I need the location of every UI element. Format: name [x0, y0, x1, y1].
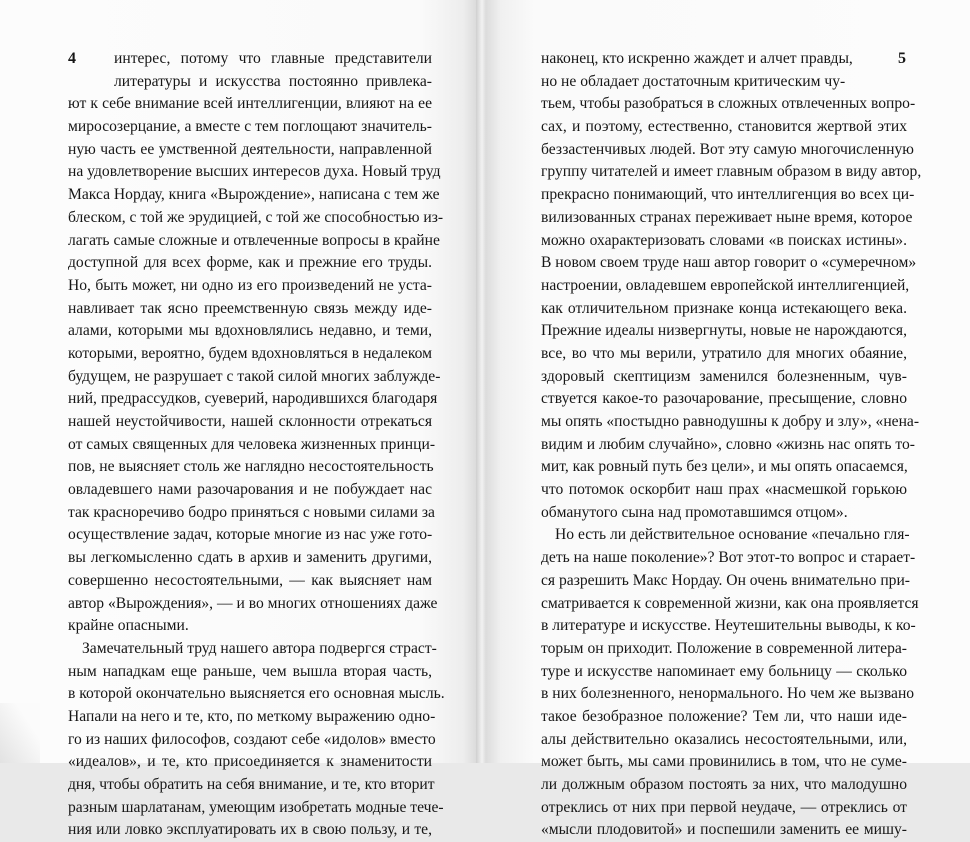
text-line: туре и искусстве напоминает ему больницу — сколько: [541, 662, 907, 680]
text-line: что потомок оскорбит наш прах «насмешкой горькою: [541, 481, 907, 499]
text-line: «идеалов», и те, кто присоединяется к знаменитости: [68, 753, 432, 771]
text-line: мит, как ровный путь без цели», и мы опять опасаемся,: [541, 458, 908, 476]
text-line: Но, быть может, ни одно из его произведений не уста-: [68, 276, 432, 294]
text-line: «мысли плодовитой» и поспешили заменить ее мишу-: [541, 821, 907, 839]
text-line: лагать самые сложные и отвлеченные вопросы в крайне: [68, 231, 440, 249]
text-line: беззастенчивых людей. Вот эту самую многочисленную: [541, 140, 914, 158]
left-page-number: 4: [68, 50, 76, 67]
left-page-text: [68, 48, 445, 842]
text-line: можно охарактеризовать словами «в поисках истины».: [541, 231, 907, 249]
text-line: будущем, не разрушает с такой силой многих заблужде-: [68, 367, 441, 385]
text-line: вилизованных странах переживает ныне время, которое: [541, 208, 913, 226]
right-page: [486, 0, 970, 839]
text-line: вы легкомысленно сдать в архив и заменить другими,: [68, 549, 432, 567]
text-line: ют к себе внимание всей интеллигенции, влияют на ее: [68, 95, 432, 113]
text-line: совершенно несостоятельными, — как выясняет нам: [68, 571, 432, 589]
text-line: в литературе и искусстве. Неутешительны выводы, к ко-: [541, 617, 916, 635]
text-line: на удовлетворение высших интересов духа. Новый труд: [68, 163, 441, 181]
text-line: дня, чтобы обратить на себя внимание, и те, кто вторит: [68, 776, 435, 793]
text-line: может быть, мы сами провинились в том, что не суме-: [541, 753, 907, 771]
text-line: навливает так ясно преемственную связь между иде-: [68, 299, 432, 317]
text-line: алами, которыми мы вдохновлялись недавно, и теми,: [68, 322, 432, 340]
right-page-number: 5: [898, 50, 906, 67]
text-line: осуществление задач, которые многие из нас уже гото-: [68, 526, 433, 544]
text-line: ся разрешить Макс Нордау. Он очень внимательно при-: [541, 571, 911, 589]
text-line: ную часть ее умственной деятельности, направленной: [68, 140, 432, 158]
text-line: литературы и искусства постоянно привлека-: [114, 72, 432, 90]
text-line: деть на наше поколение»? Вот этот-то вопрос и старает-: [541, 549, 916, 567]
text-line: Прежние идеалы низвергнуты, новые не нарождаются,: [541, 322, 907, 340]
text-line: тьем, чтобы разобраться в сложных отвлеченных вопро-: [541, 95, 916, 113]
text-line: как отличительном признаке конца истекающего века.: [541, 299, 907, 317]
text-line: в них болезненного, ненормального. Но чем же вызвано: [541, 685, 915, 703]
left-page: [0, 0, 478, 839]
text-line: ли должным образом постоять за них, что малодушно: [541, 776, 907, 793]
text-line: торым он приходит. Положение в современной литера-: [541, 639, 907, 657]
text-line: доступной для всех форме, как и прежние его труды.: [68, 254, 432, 272]
text-line: разным шарлатанам, умеющим изобретать модные тече-: [68, 798, 444, 816]
text-line: сах, и поэтому, естественно, становится жертвой этих: [541, 118, 907, 136]
text-line: ний, предрассудков, суеверий, народившихся благодаря: [68, 390, 438, 408]
text-line: настроении, овладевшем европейской интеллигенцией,: [541, 276, 910, 294]
text-line: Замечательный труд нашего автора подвергся страст-: [82, 639, 437, 657]
text-line: блеском, с той же эрудицией, с той же способностью из-: [68, 208, 444, 226]
text-line: интерес, потому что главные представители: [114, 50, 432, 67]
text-line: но не обладает достаточным критическим чу-: [541, 72, 846, 90]
text-line: пов, не выясняет столь же наглядно несостоятельность: [68, 458, 434, 476]
text-line: наконец, кто искренно жаждет и алчет правды,: [541, 50, 853, 67]
text-line: крайне опасными.: [68, 617, 189, 635]
text-line: группу читателей и имеет главным образом в виду автор,: [541, 163, 922, 181]
text-line: ния или ловко эксплуатировать их в свою пользу, и те,: [68, 821, 432, 839]
text-line: го из наших философов, создают себе «идолов» вместо: [68, 730, 436, 748]
text-line: все, во что мы верили, утратило для многих обаяние,: [541, 344, 907, 362]
text-line: В новом своем труде наш автор говорит о «сумеречном»: [541, 254, 917, 272]
text-line: в которой окончательно выясняется его основная мысль.: [68, 685, 445, 703]
right-page-text: [541, 48, 922, 842]
text-line: которыми, вероятно, будем вдохновляться в недалеком: [68, 344, 432, 362]
page-corner-shadow: [0, 703, 40, 763]
text-line: ным нападкам еще раньше, чем вышла вторая часть,: [68, 662, 432, 680]
text-line: миросозерцание, а вместе с тем поглощают значитель-: [68, 118, 432, 136]
text-line: овладевшего нами разочарования и не побуждает нас: [68, 481, 432, 499]
text-line: автор «Вырождения», — и во многих отношениях даже: [68, 594, 438, 612]
text-line: мы опять «постыдно равнодушны к добру и злу», «нена-: [541, 413, 920, 430]
text-line: от самых священных для человека жизненных принци-: [68, 435, 436, 453]
text-line: так красноречиво бодро приняться с новыми силами за: [68, 503, 435, 521]
text-line: такое безобразное положение? Тем ли, что наши иде-: [541, 707, 907, 725]
text-line: алы действительно оказались несостоятельными, или,: [541, 730, 907, 748]
text-line: сматривается к современной жизни, как она проявляется: [541, 594, 919, 612]
text-line: нашей неустойчивости, нашей склонности отрекаться: [68, 413, 432, 430]
text-line: Но есть ли действительное основание «печально гля-: [555, 526, 910, 544]
text-line: прекрасно понимающий, что интеллигенция во всех ци-: [541, 186, 915, 204]
text-line: Макса Нордау, книга «Вырождение», написана с тем же: [68, 186, 440, 204]
text-line: ствуется какое-то разочарование, пресыщение, словно: [541, 390, 907, 408]
text-line: здоровый скептицизм заменился болезненным, чув-: [541, 367, 907, 385]
text-line: обманутого сына над промотавшимся отцом».: [541, 503, 848, 521]
text-line: видим и любим случайно», словно «жизнь нас опять то-: [541, 435, 915, 453]
text-line: Напали на него и те, кто, по меткому выражению одно-: [68, 707, 436, 725]
text-line: отреклись от них при первой неудаче, — отреклись от: [541, 798, 907, 816]
